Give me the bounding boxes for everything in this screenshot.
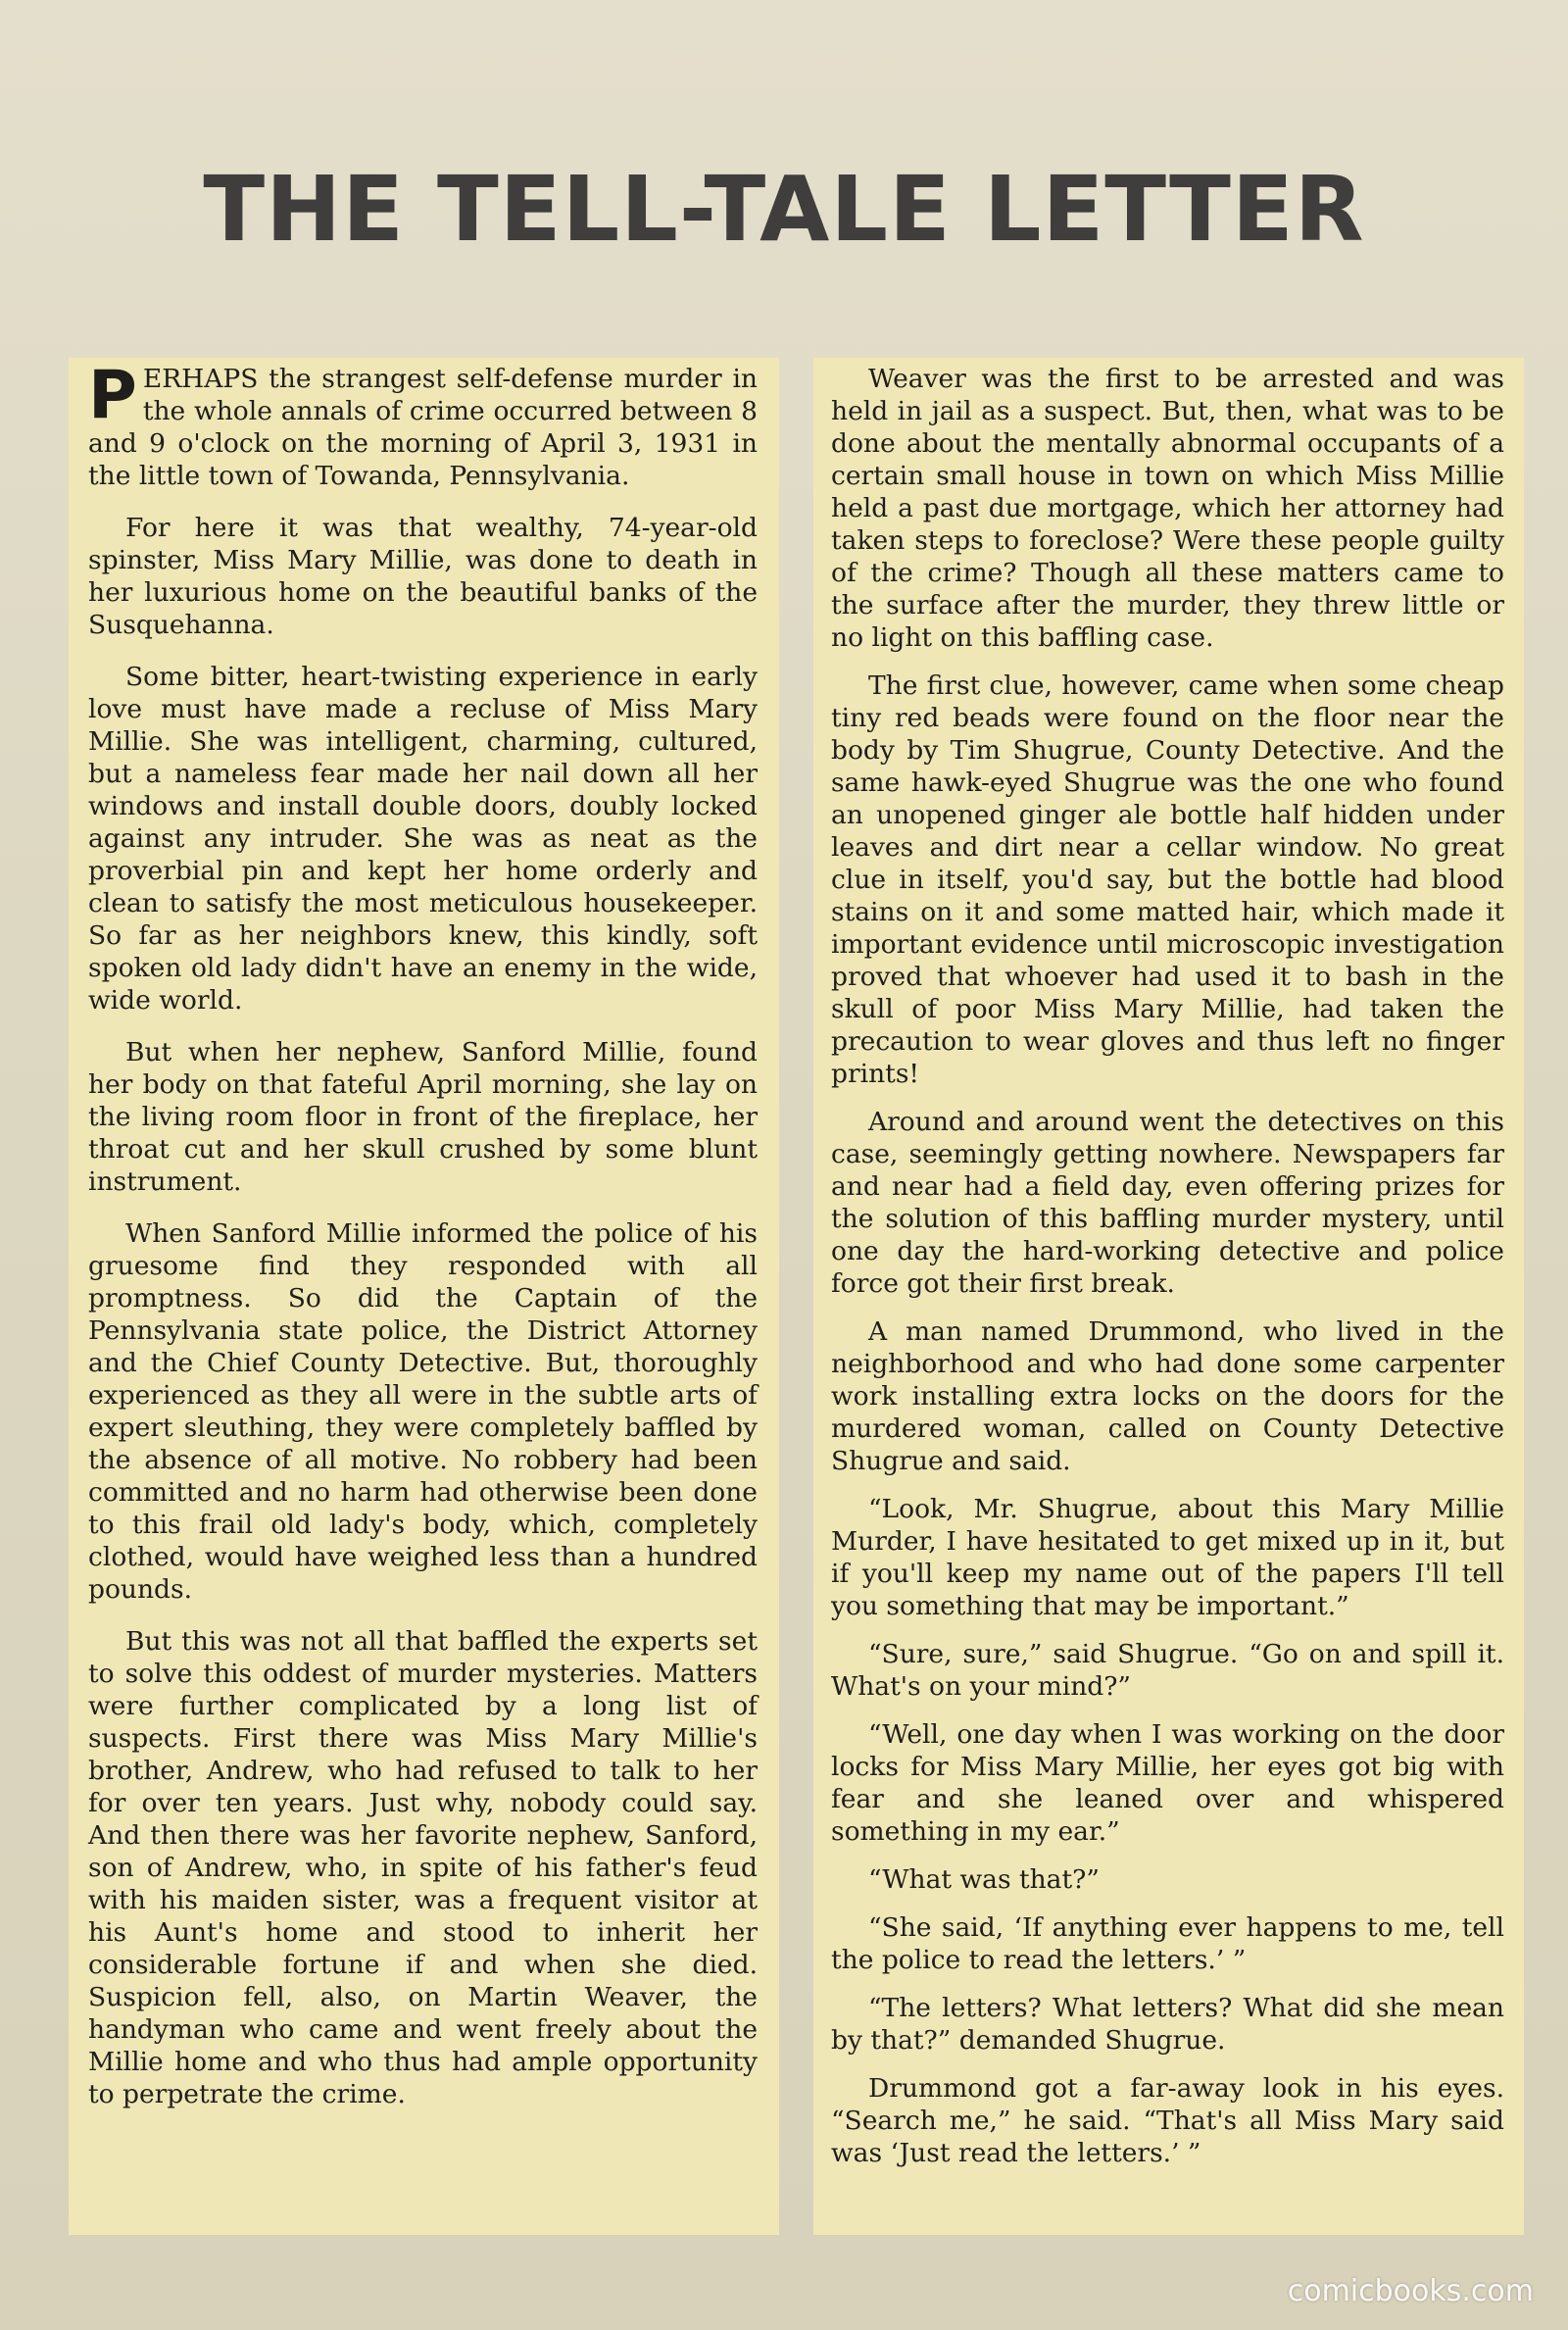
- paragraph: But when her nephew, Sanford Millie, found her body on that fateful April morning, she lay on the living room floor in front of the fireplace, her throat cut and her skull crushed by some blunt instrument.: [88, 1037, 758, 1197]
- left-text-column: [69, 358, 779, 2235]
- story-title: THE TELL-TALE LETTER: [203, 157, 1365, 262]
- site-watermark: comicbooks.com: [1287, 2274, 1534, 2308]
- paragraph: PERHAPS the strangest self-defense murder in the whole annals of crime occurred between 8 and 9 o'clock on the morning of April 3, 1931 in the little town of Towanda, Pennsylvania.: [88, 357, 758, 491]
- paragraph: Some bitter, heart-twisting experience in early love must have made a recluse of Miss Mary Millie. She was intelligent, charming, cultured, but a nameless fear made her nail down all her windows and install double doors, doubly locked against any intruder. She was as neat as the proverbial pin and kept her home orderly and clean to satisfy the most meticulous housekeeper. So far as her neighbors knew, this kindly, soft spoken old lady didn't have an enemy in the wide, wide world.: [88, 662, 758, 1016]
- paragraph: “The letters? What letters? What did she mean by that?” demanded Shugrue.: [831, 1993, 1504, 2056]
- paragraph: “Look, Mr. Shugrue, about this Mary Millie Murder, I have hesitated to get mixed up in it, but if you'll keep my name out of the papers I'll tell you something that may be important.”: [831, 1494, 1504, 1621]
- paragraph: “She said, ‘If anything ever happens to me, tell the police to read the letters.’ ”: [831, 1912, 1504, 1975]
- right-text-column: [813, 358, 1524, 2235]
- paragraph: Weaver was the first to be arrested and was held in jail as a suspect. But, then, what was to be done about the mentally abnormal occupants of a certain small house in town on which Miss Millie held a past due mortgage, which her attorney had taken steps to foreclose? Were these people guilty of the crime? Though all these matters came to the surface after the murder, they threw little or no light on this baffling case.: [831, 364, 1504, 653]
- paragraph: A man named Drummond, who lived in the neighborhood and who had done some carpenter work installing extra locks on the doors for the murdered woman, called on County Detective Shugrue and said.: [831, 1316, 1504, 1476]
- paragraph: The first clue, however, came when some cheap tiny red beads were found on the floor near the body by Tim Shugrue, County Detective. And the same hawk-eyed Shugrue was the one who found an unopened ginger ale bottle half hidden under leaves and dirt near a cellar window. No great clue in itself, you'd say, but the bottle had blood stains on it and some matted hair, which made it important evidence until microscopic investigation proved that whoever had used it to bash in the skull of poor Miss Mary Millie, had taken the precaution to wear gloves and thus left no finger prints!: [831, 670, 1504, 1089]
- paragraph: When Sanford Millie informed the police of his gruesome find they responded with all promptness. So did the Captain of the Pennsylvania state police, the District Attorney and the Chief County Detective. But, thoroughly experienced as they all were in the subtle arts of expert sleuthing, they were completely baffled by the absence of all motive. No robbery had been committed and no harm had otherwise been done to this frail old lady's body, which, completely clothed, would have weighed less than a hundred pounds.: [88, 1218, 758, 1605]
- paragraph: For here it was that wealthy, 74-year-old spinster, Miss Mary Millie, was done to death in her luxurious home on the beautiful banks of the Susquehanna.: [88, 513, 758, 640]
- paragraph: “What was that?”: [868, 1864, 1100, 1895]
- paragraph: But this was not all that baffled the experts set to solve this oddest of murder mysteries. Matters were further complicated by a long list of suspects. First there was Miss Mary Millie's brother, Andrew, who had refused to talk to her for over ten years. Just why, nobody could say. And then there was her favorite nephew, Sanford, son of Andrew, who, in spite of his father's feud with his maiden sister, was a frequent visitor at his Aunt's home and stood to inherit her considerable fortune if and when she died. Suspicion fell, also, on Martin Weaver, the handyman who came and went freely about the Millie home and who thus had ample opportunity to perpetrate the crime.: [88, 1626, 758, 2109]
- paragraph: “Sure, sure,” said Shugrue. “Go on and spill it. What's on your mind?”: [831, 1639, 1504, 1702]
- paragraph: “Well, one day when I was working on the door locks for Miss Mary Millie, her eyes got big with fear and she leaned over and whispered something in my ear.”: [831, 1719, 1504, 1847]
- paragraph: Around and around went the detectives on this case, seemingly getting nowhere. Newspapers far and near had a field day, even offering prizes for the solution of this baffling murder mystery, until one day the hard-working detective and police force got their first break.: [831, 1107, 1504, 1299]
- paragraph: Drummond got a far-away look in his eyes. “Search me,” he said. “That's all Miss Mary said was ‘Just read the letters.’ ”: [831, 2073, 1504, 2168]
